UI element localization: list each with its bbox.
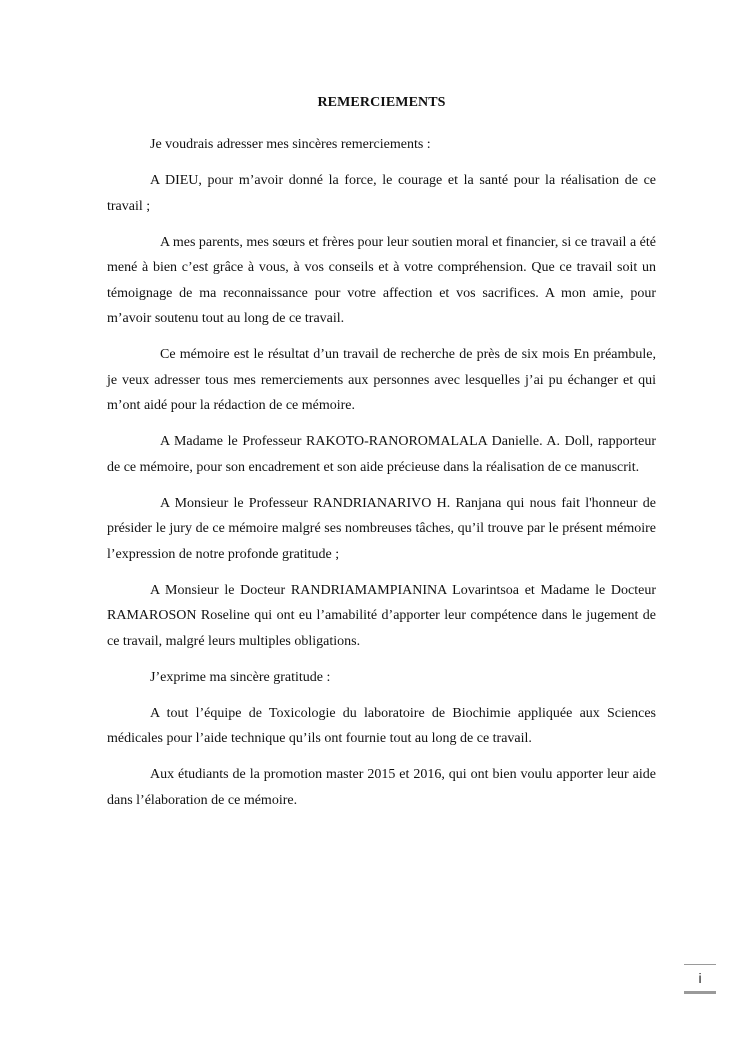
paragraph-equipe: A tout l’équipe de Toxicologie du laboratoire de Biochimie appliquée aux Sciences médicales pour l’aide technique qu’ils ont fournie tout au long de ce travail.: [107, 705, 656, 746]
paragraph-parents: A mes parents, mes sœurs et frères pour leur soutien moral et financier, si ce travail a été mené à bien c’est grâce à vous, à vos conseils et à votre compréhension. Que ce travail soit un témoignage de ma reconnaissance pour votre affection et vos sacrifices. A mon amie, pour m’avoir soutenu tout au long de ce travail.: [107, 234, 656, 326]
page-number-underline: [684, 991, 716, 994]
paragraph-dieu: A DIEU, pour m’avoir donné la force, le courage et la santé pour la réalisation de ce travail ;: [107, 173, 656, 214]
page-title: REMERCIEMENTS: [317, 95, 446, 110]
acknowledgements-body: [107, 132, 656, 824]
paragraph-gratitude: J’exprime ma sincère gratitude :: [150, 669, 331, 685]
page-number: i: [698, 970, 702, 986]
page-number-box: [684, 964, 716, 994]
paragraph-memoire: Ce mémoire est le résultat d’un travail de recherche de près de six mois En préambule, je veux adresser tous mes remerciements aux personnes avec lesquelles j’ai pu échanger et qui m’ont aidé pour la rédaction de ce mémoire.: [107, 347, 656, 413]
paragraph-rapporteur: A Madame le Professeur RAKOTO-RANOROMALALA Danielle. A. Doll, rapporteur de ce mémoire, pour son encadrement et son aide précieuse dans la réalisation de ce manuscrit.: [107, 434, 656, 475]
paragraph-intro: Je voudrais adresser mes sincères remerciements :: [150, 137, 431, 152]
paragraph-president: A Monsieur le Professeur RANDRIANARIVO H. Ranjana qui nous fait l'honneur de présider le jury de ce mémoire malgré ses nombreuses tâches, qu’il trouve par le présent mémoire l’expression de notre profonde gratitude ;: [107, 495, 656, 562]
paragraph-jury: A Monsieur le Docteur RANDRIAMAMPIANINA Lovarintsoa et Madame le Docteur RAMAROSON Roseline qui ont eu l’amabilité d’apporter leur compétence dans le jugement de ce travail, malgré leurs multiples obligations.: [107, 582, 656, 649]
paragraph-etudiants: Aux étudiants de la promotion master 2015 et 2016, qui ont bien voulu apporter leur aide dans l’élaboration de ce mémoire.: [107, 767, 656, 808]
